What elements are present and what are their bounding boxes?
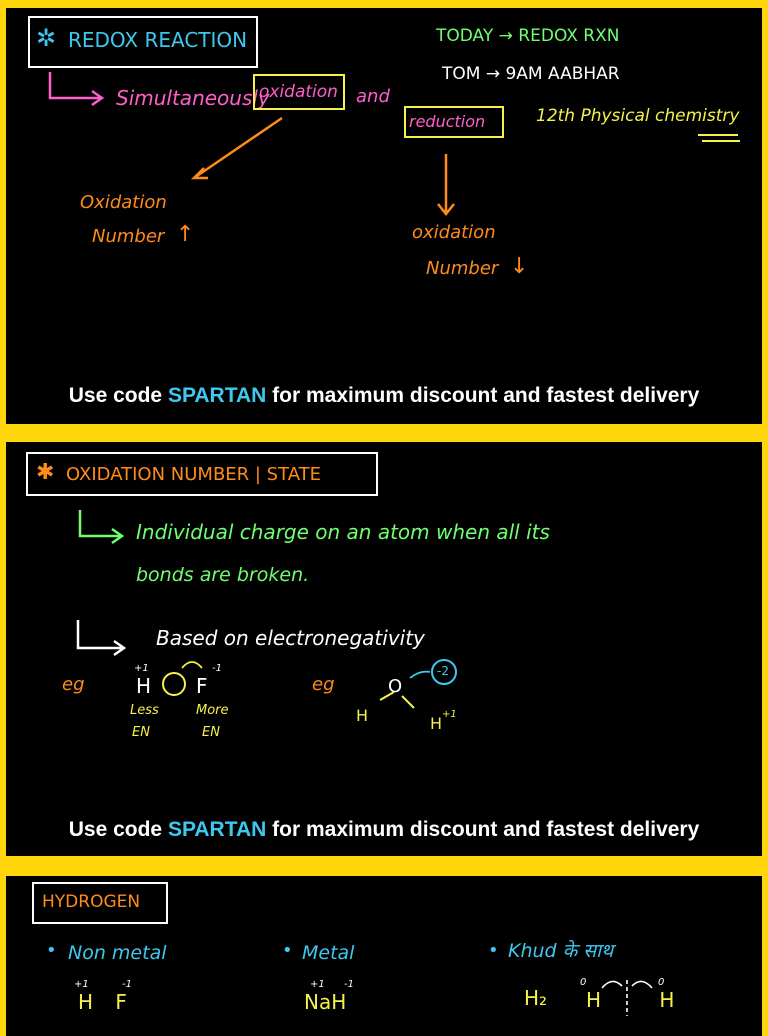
up-arrow-icon: ↑ — [176, 222, 195, 247]
example-1-label: eg — [62, 674, 85, 695]
redox-board — [6, 8, 762, 424]
reduction-word: reduction — [409, 112, 486, 131]
h-charge: +1 — [134, 663, 149, 674]
col3-charge-1: 0 — [580, 977, 587, 988]
schedule-tomorrow: TOM → 9AM AABHAR — [442, 64, 620, 84]
definition-line-2: bonds are broken. — [136, 564, 310, 586]
simultaneously-text: Simultaneously — [116, 86, 270, 110]
left-oxidation-label: Oxidation — [80, 192, 167, 213]
f-charge: -1 — [212, 663, 222, 674]
promo-banner — [6, 384, 762, 408]
promo-code: SPARTAN — [167, 384, 267, 407]
metal-heading: Metal — [302, 942, 355, 964]
hydrogen-title: HYDROGEN — [42, 892, 141, 912]
col3-charge-2: 0 — [658, 977, 665, 988]
h-right-charge: +1 — [442, 709, 457, 720]
oxidation-title: OXIDATION NUMBER | STATE — [66, 464, 321, 485]
bullet-2: • — [282, 940, 293, 961]
o-atom: O — [388, 676, 403, 697]
h2-formula: H₂ — [524, 986, 548, 1010]
h-right-atom: H — [430, 714, 443, 733]
col2-formula: NaH — [304, 990, 347, 1014]
h-h-pair: H H — [586, 988, 701, 1012]
promo-banner-2 — [6, 818, 762, 842]
oxidation-word: oxidation — [259, 82, 338, 102]
right-oxidation-label: oxidation — [412, 222, 496, 243]
down-arrow-icon: ↓ — [510, 254, 529, 279]
star-icon: ✲ — [36, 24, 57, 52]
physical-chemistry-note: 12th Physical chemistry — [536, 106, 740, 126]
col2-charge-na: +1 — [310, 979, 325, 990]
col1-charge-h: +1 — [74, 979, 89, 990]
less-label: Less — [130, 703, 159, 718]
less-en-label: EN — [132, 725, 150, 740]
panel3-bond-marks — [6, 876, 762, 1036]
col2-charge-h: -1 — [344, 979, 354, 990]
h-atom: H — [136, 674, 152, 698]
based-on-en-text: Based on electronegativity — [156, 626, 425, 650]
o-charge: -2 — [437, 664, 449, 678]
promo-suffix: for maximum discount and fastest delivery — [266, 384, 700, 407]
promo-suffix-2: for maximum discount and fastest delivery — [266, 818, 700, 841]
schedule-today: TODAY → REDOX RXN — [436, 26, 620, 46]
definition-line-1: Individual charge on an atom when all its — [136, 520, 550, 544]
f-atom: F — [196, 674, 208, 698]
h-left-atom: H — [356, 706, 369, 725]
example-2-label: eg — [312, 674, 335, 695]
oxidation-number-board — [6, 442, 762, 856]
col1-formula: H F — [78, 990, 135, 1014]
bullet-3: • — [488, 940, 499, 961]
panel1-arrows — [6, 8, 762, 424]
col1-charge-f: -1 — [122, 979, 132, 990]
left-number-label: Number — [92, 226, 165, 247]
redox-title: REDOX REACTION — [68, 28, 248, 52]
self-bond-heading: Khud के साथ — [508, 940, 614, 962]
more-en-label: EN — [202, 725, 220, 740]
asterisk-icon: ✱ — [36, 460, 55, 485]
hydrogen-board — [6, 876, 762, 1036]
and-word: and — [356, 86, 390, 107]
more-label: More — [196, 703, 229, 718]
promo-prefix: Use code — [68, 384, 168, 407]
non-metal-heading: Non metal — [68, 942, 167, 964]
bullet-1: • — [46, 940, 57, 961]
promo-prefix-2: Use code — [68, 818, 168, 841]
right-number-label: Number — [426, 258, 499, 279]
promo-code-2: SPARTAN — [167, 818, 267, 841]
